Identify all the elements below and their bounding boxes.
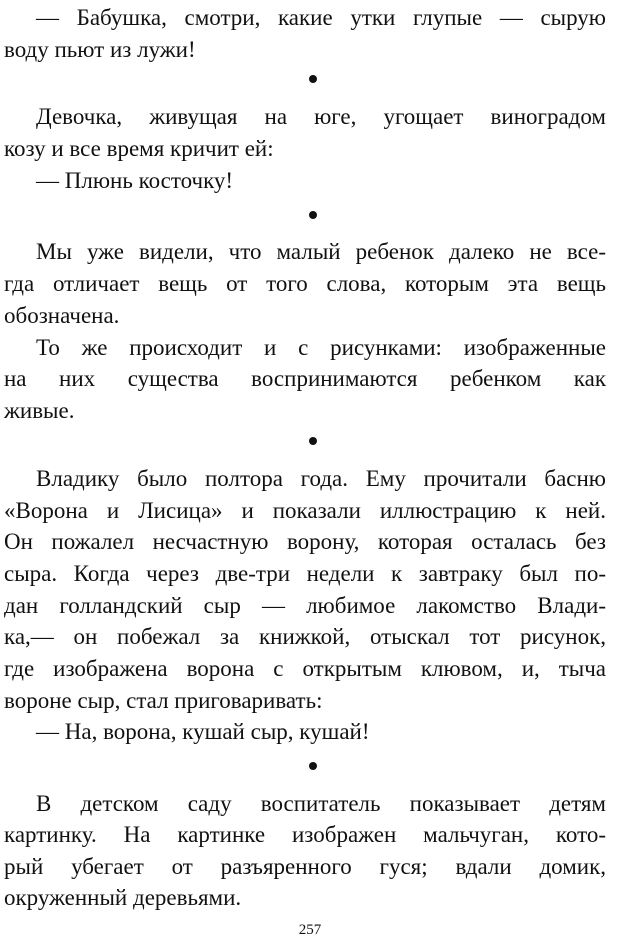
text-line: сыра. Когда через две-три недели к завтраку был по- (4, 561, 606, 586)
text-line: В детском саду воспитатель показывает детям (36, 791, 606, 816)
text-line: То же происходит и с рисунками: изображенные (36, 335, 606, 360)
text-line: «Ворона и Лисица» и показали иллюстрацию к ней. (4, 498, 606, 523)
text-line: — На, ворона, кушай сыр, кушай! (36, 719, 370, 744)
section-separator-bullet (309, 762, 317, 770)
text-line: Он пожалел несчастную ворону, которая осталась без (4, 529, 606, 554)
text-line: ка,— он побежал за книжкой, отыскал тот рисунок, (4, 624, 606, 649)
section-separator-bullet (309, 437, 317, 445)
text-line: — Бабушка, смотри, какие утки глупые — сырую (36, 5, 606, 30)
text-line: окруженный деревьями. (4, 885, 242, 910)
text-line: Девочка, живущая на юге, угощает виноградом (36, 104, 606, 129)
text-line: воду пьют из лужи! (4, 37, 196, 62)
text-line: вороне сыр, стал приговаривать: (4, 688, 323, 713)
text-line: Владику было полтора года. Ему прочитали басню (36, 466, 606, 491)
text-line: — Плюнь косточку! (36, 168, 234, 193)
text-line: на них существа воспринимаются ребенком как (4, 366, 606, 391)
text-line: дан голландский сыр — любимое лакомство Влади- (4, 593, 606, 618)
section-separator-bullet (309, 75, 317, 83)
text-line: картинку. На картинке изображен мальчуган, кото- (4, 822, 606, 847)
text-line: живые. (4, 398, 75, 423)
section-separator-bullet (309, 211, 317, 219)
text-line: рый убегает от разъяренного гуся; вдали домик, (4, 854, 606, 879)
page-number: 257 (298, 922, 322, 938)
text-line: Мы уже видели, что малый ребенок далеко не все- (36, 239, 606, 264)
text-line: козу и все время кричит ей: (4, 136, 274, 161)
text-line: где изображена ворона с открытым клювом, и, тыча (4, 656, 606, 681)
text-line: обозначена. (4, 303, 120, 328)
text-line: гда отличает вещь от того слова, которым эта вещь (4, 271, 606, 296)
